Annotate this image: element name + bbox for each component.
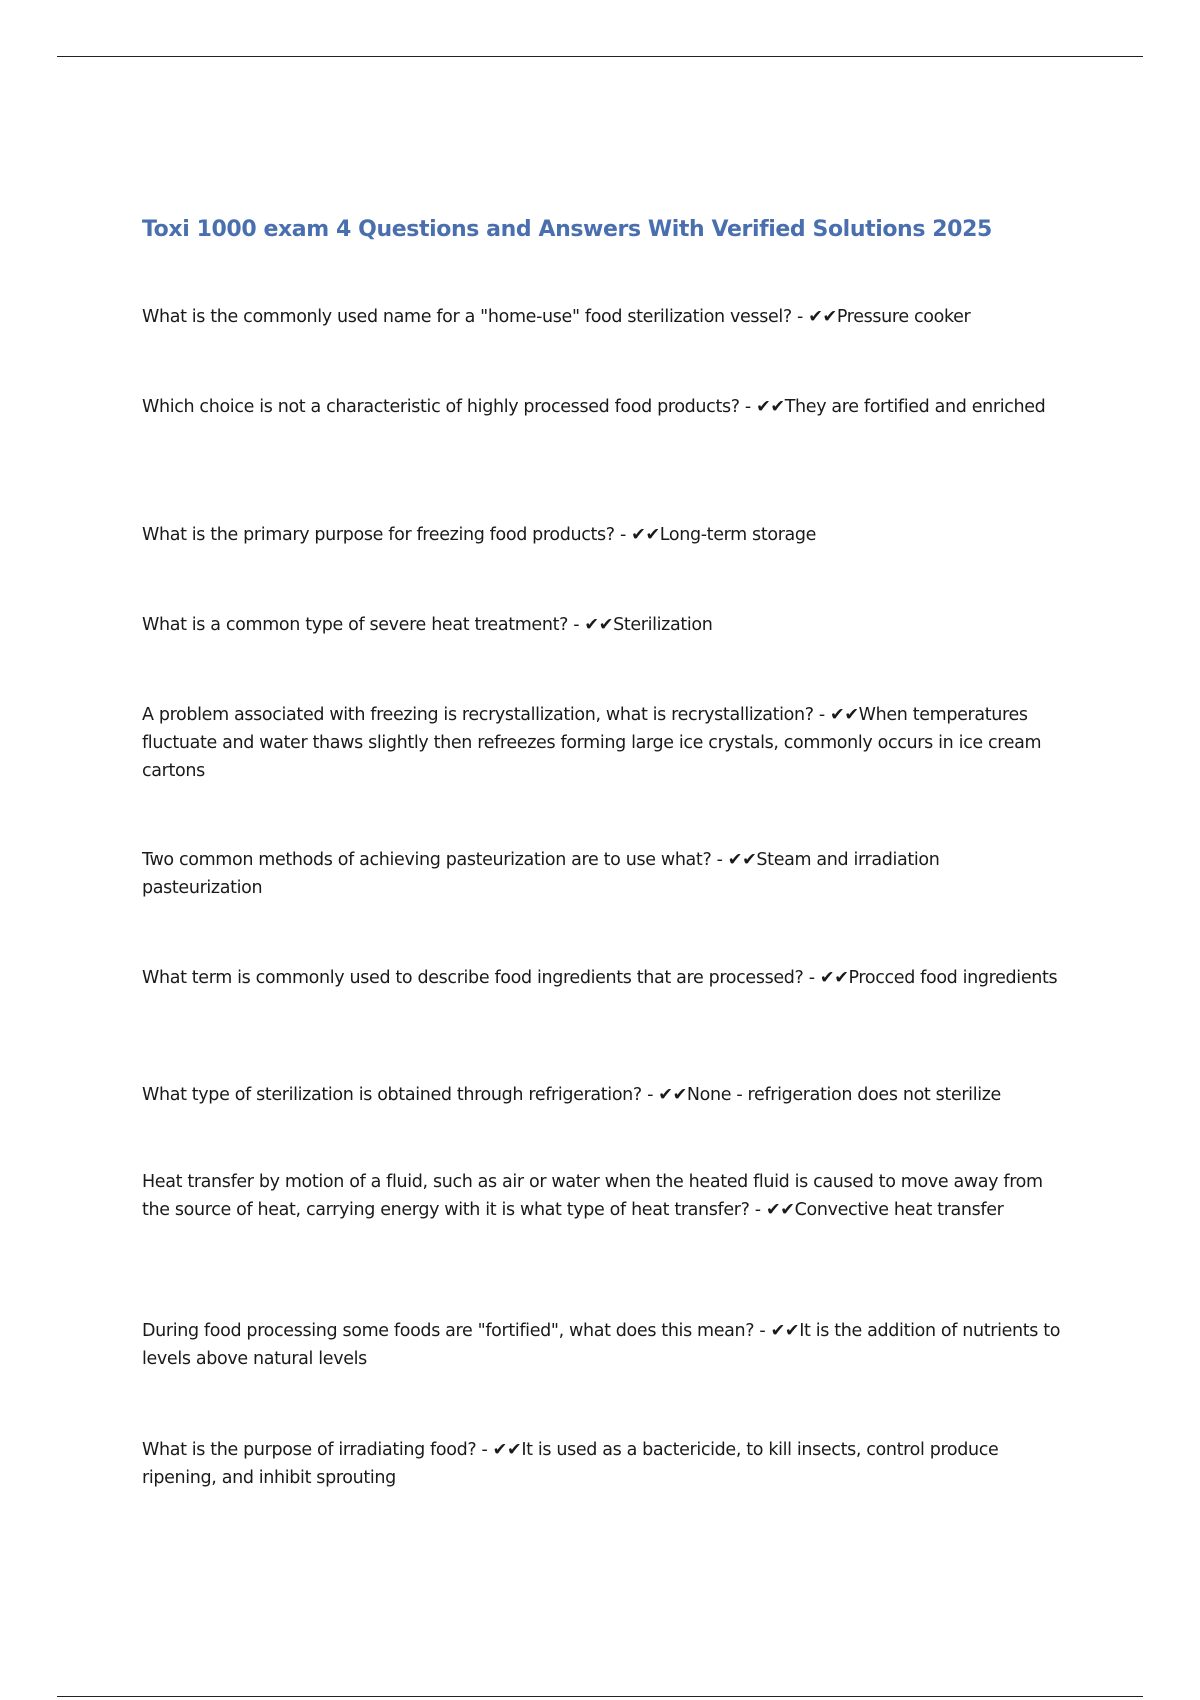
answer-text: Procced food ingredients — [848, 968, 1058, 988]
qa-item — [142, 393, 1062, 421]
separator: - — [791, 307, 809, 327]
top-rule — [57, 56, 1143, 57]
question-text: Which choice is not a characteristic of highly processed food products? — [142, 397, 740, 417]
separator: - — [803, 968, 820, 988]
check-mark-icon: ✔✔ — [727, 850, 757, 870]
qa-item — [142, 964, 1062, 992]
question-text: What type of sterilization is obtained through refrigeration? — [142, 1085, 642, 1105]
qa-item — [142, 1436, 1062, 1492]
separator: - — [476, 1440, 493, 1460]
answer-text: Steam and irradiation pasteurization — [142, 850, 940, 898]
check-mark-icon: ✔✔ — [830, 705, 859, 725]
separator: - — [754, 1321, 771, 1341]
qa-item — [142, 846, 1062, 902]
qa-item — [142, 1317, 1062, 1373]
question-text: Two common methods of achieving pasteurization are to use what? — [142, 850, 712, 870]
answer-text: Long-term storage — [659, 525, 817, 545]
check-mark-icon: ✔✔ — [492, 1440, 522, 1460]
check-mark-icon: ✔✔ — [808, 307, 837, 327]
answer-text: They are fortified and enriched — [784, 397, 1046, 417]
qa-item — [142, 1168, 1062, 1224]
document-title: Toxi 1000 exam 4 Questions and Answers With Verified Solutions 2025 — [142, 217, 992, 242]
qa-item — [142, 303, 1062, 331]
question-text: What is the commonly used name for a "home-use" food sterilization vessel? — [142, 307, 792, 327]
separator: - — [568, 615, 585, 635]
question-text: A problem associated with freezing is recrystallization, what is recrystallization? — [142, 705, 814, 725]
qa-item — [142, 521, 1062, 549]
question-text: What is a common type of severe heat treatment? — [142, 615, 569, 635]
check-mark-icon: ✔✔ — [819, 968, 849, 988]
question-text: What term is commonly used to describe food ingredients that are processed? — [142, 968, 804, 988]
check-mark-icon: ✔✔ — [631, 525, 660, 545]
check-mark-icon: ✔✔ — [756, 397, 785, 417]
check-mark-icon: ✔✔ — [770, 1321, 800, 1341]
question-text: What is the purpose of irradiating food? — [142, 1440, 477, 1460]
answer-text: Sterilization — [613, 615, 713, 635]
check-mark-icon: ✔✔ — [584, 615, 614, 635]
separator: - — [739, 397, 757, 417]
answer-text: It is used as a bactericide, to kill insects, control produce ripening, and inhibit sprouting — [142, 1440, 999, 1488]
answer-text: None - refrigeration does not sterilize — [686, 1085, 1001, 1105]
qa-item — [142, 1081, 1062, 1109]
qa-item — [142, 701, 1062, 785]
check-mark-icon: ✔✔ — [658, 1085, 687, 1105]
question-text: Heat transfer by motion of a fluid, such as air or water when the heated fluid is caused to move away from the source of heat, carrying energy with it is what type of heat transfer? — [142, 1172, 1043, 1220]
answer-text: When temperatures fluctuate and water thaws slightly then refreezes forming large ice crystals, commonly occurs in ice cream cartons — [142, 705, 1042, 781]
separator: - — [749, 1200, 766, 1220]
question-text: What is the primary purpose for freezing food products? — [142, 525, 615, 545]
separator: - — [813, 705, 831, 725]
question-text: During food processing some foods are "fortified", what does this mean? — [142, 1321, 755, 1341]
separator: - — [614, 525, 632, 545]
qa-item — [142, 611, 1062, 639]
answer-text: Pressure cooker — [836, 307, 971, 327]
answer-text: It is the addition of nutrients to levels above natural levels — [142, 1321, 1061, 1369]
answer-text: Convective heat transfer — [794, 1200, 1004, 1220]
check-mark-icon: ✔✔ — [765, 1200, 795, 1220]
separator: - — [641, 1085, 659, 1105]
separator: - — [711, 850, 728, 870]
bottom-rule — [57, 1696, 1143, 1697]
